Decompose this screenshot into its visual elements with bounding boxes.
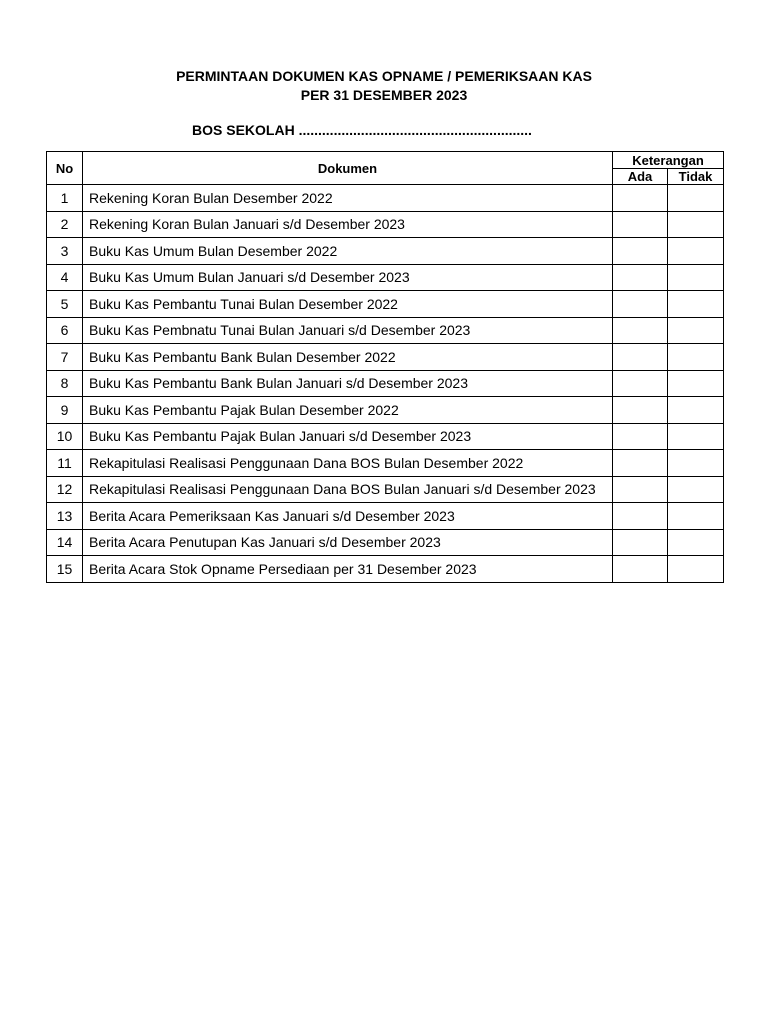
row-number: 15 <box>47 556 83 583</box>
row-document-name: Buku Kas Pembantu Tunai Bulan Desember 2022 <box>83 291 613 318</box>
row-document-name: Rekapitulasi Realisasi Penggunaan Dana BOS Bulan Januari s/d Desember 2023 <box>83 476 613 503</box>
row-not-available-cell[interactable] <box>668 476 724 503</box>
row-not-available-cell[interactable] <box>668 264 724 291</box>
row-not-available-cell[interactable] <box>668 211 724 238</box>
column-header-no: No <box>47 152 83 185</box>
row-number: 8 <box>47 370 83 397</box>
row-document-name: Berita Acara Penutupan Kas Januari s/d Desember 2023 <box>83 529 613 556</box>
row-available-cell[interactable] <box>613 185 668 212</box>
table-row <box>47 185 724 212</box>
row-number: 1 <box>47 185 83 212</box>
row-document-name: Buku Kas Pembnatu Tunai Bulan Januari s/d Desember 2023 <box>83 317 613 344</box>
row-document-name: Buku Kas Pembantu Pajak Bulan Desember 2022 <box>83 397 613 424</box>
table-row <box>47 238 724 265</box>
school-name-line: BOS SEKOLAH ............................................................ <box>192 122 532 138</box>
row-available-cell[interactable] <box>613 529 668 556</box>
table-row <box>47 423 724 450</box>
column-header-remarks: Keterangan <box>613 152 724 169</box>
row-not-available-cell[interactable] <box>668 423 724 450</box>
table-row <box>47 529 724 556</box>
table-row <box>47 476 724 503</box>
row-not-available-cell[interactable] <box>668 370 724 397</box>
document-checklist-table <box>46 151 724 583</box>
column-header-not-available: Tidak <box>668 169 724 185</box>
table-row <box>47 397 724 424</box>
row-number: 3 <box>47 238 83 265</box>
row-available-cell[interactable] <box>613 370 668 397</box>
row-not-available-cell[interactable] <box>668 397 724 424</box>
row-available-cell[interactable] <box>613 423 668 450</box>
row-number: 11 <box>47 450 83 477</box>
row-not-available-cell[interactable] <box>668 529 724 556</box>
row-number: 5 <box>47 291 83 318</box>
document-title: PERMINTAAN DOKUMEN KAS OPNAME / PEMERIKSAAN KAS <box>176 68 592 84</box>
document-subtitle: PER 31 DESEMBER 2023 <box>300 87 468 103</box>
row-number: 7 <box>47 344 83 371</box>
row-available-cell[interactable] <box>613 264 668 291</box>
row-number: 14 <box>47 529 83 556</box>
row-not-available-cell[interactable] <box>668 317 724 344</box>
column-header-available: Ada <box>613 169 668 185</box>
row-available-cell[interactable] <box>613 238 668 265</box>
row-not-available-cell[interactable] <box>668 556 724 583</box>
row-document-name: Buku Kas Umum Bulan Desember 2022 <box>83 238 613 265</box>
table-row <box>47 556 724 583</box>
table-body <box>47 185 724 583</box>
row-document-name: Buku Kas Pembantu Pajak Bulan Januari s/d Desember 2023 <box>83 423 613 450</box>
row-number: 12 <box>47 476 83 503</box>
row-available-cell[interactable] <box>613 503 668 530</box>
row-document-name: Berita Acara Stok Opname Persediaan per 31 Desember 2023 <box>83 556 613 583</box>
row-available-cell[interactable] <box>613 397 668 424</box>
table-row <box>47 503 724 530</box>
table-row <box>47 450 724 477</box>
row-document-name: Berita Acara Pemeriksaan Kas Januari s/d Desember 2023 <box>83 503 613 530</box>
row-number: 4 <box>47 264 83 291</box>
row-available-cell[interactable] <box>613 317 668 344</box>
row-document-name: Rekapitulasi Realisasi Penggunaan Dana BOS Bulan Desember 2022 <box>83 450 613 477</box>
table-row <box>47 211 724 238</box>
row-document-name: Buku Kas Pembantu Bank Bulan Desember 2022 <box>83 344 613 371</box>
row-not-available-cell[interactable] <box>668 344 724 371</box>
table-row <box>47 344 724 371</box>
row-not-available-cell[interactable] <box>668 503 724 530</box>
row-available-cell[interactable] <box>613 291 668 318</box>
row-available-cell[interactable] <box>613 556 668 583</box>
row-not-available-cell[interactable] <box>668 291 724 318</box>
row-available-cell[interactable] <box>613 211 668 238</box>
row-not-available-cell[interactable] <box>668 185 724 212</box>
row-available-cell[interactable] <box>613 476 668 503</box>
row-number: 9 <box>47 397 83 424</box>
row-document-name: Rekening Koran Bulan Desember 2022 <box>83 185 613 212</box>
row-available-cell[interactable] <box>613 344 668 371</box>
row-document-name: Buku Kas Pembantu Bank Bulan Januari s/d Desember 2023 <box>83 370 613 397</box>
row-not-available-cell[interactable] <box>668 450 724 477</box>
row-number: 10 <box>47 423 83 450</box>
row-not-available-cell[interactable] <box>668 238 724 265</box>
table-row <box>47 370 724 397</box>
table-row <box>47 264 724 291</box>
row-number: 13 <box>47 503 83 530</box>
row-number: 2 <box>47 211 83 238</box>
row-document-name: Buku Kas Umum Bulan Januari s/d Desember 2023 <box>83 264 613 291</box>
row-number: 6 <box>47 317 83 344</box>
row-available-cell[interactable] <box>613 450 668 477</box>
row-document-name: Rekening Koran Bulan Januari s/d Desember 2023 <box>83 211 613 238</box>
table-row <box>47 291 724 318</box>
table-row <box>47 317 724 344</box>
column-header-document: Dokumen <box>83 152 613 185</box>
